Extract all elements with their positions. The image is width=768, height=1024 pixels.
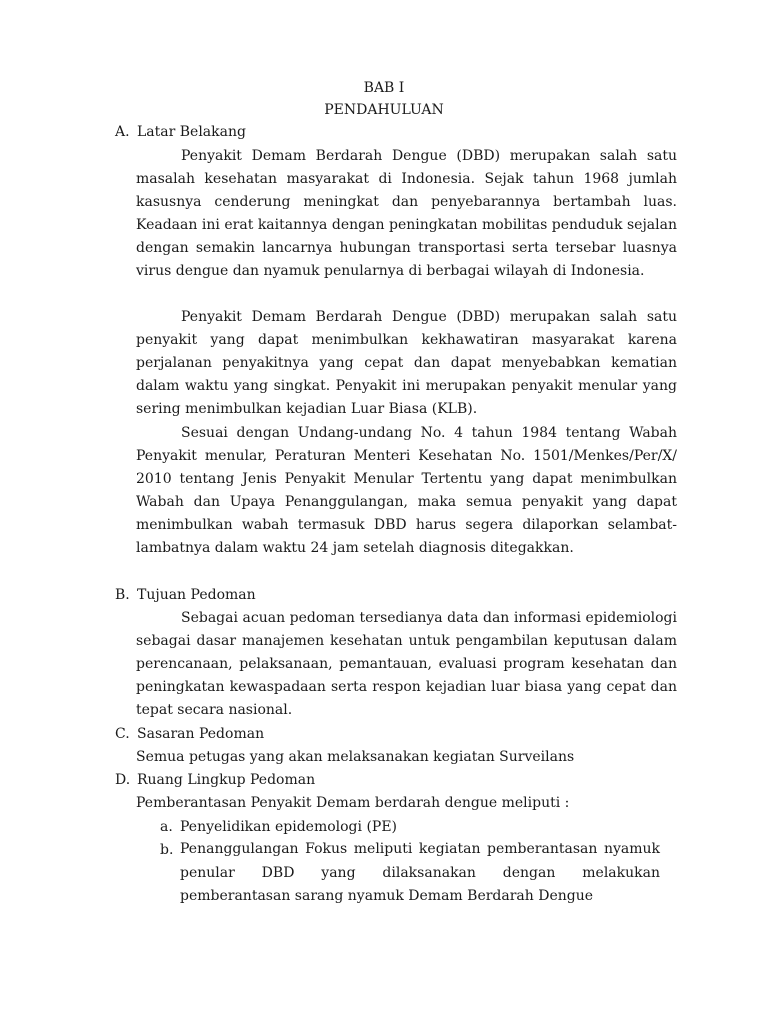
section-d-text: Pemberantasan Penyakit Demam berdarah dengue meliputi :: [136, 795, 570, 811]
list-item-a-letter: a.: [160, 819, 173, 835]
chapter-title: PENDAHULUAN: [324, 102, 444, 118]
section-d-heading: [115, 770, 315, 790]
section-a-title: Latar Belakang: [137, 124, 246, 140]
section-c-letter: C.: [115, 726, 130, 742]
section-b-heading: [115, 585, 256, 605]
section-c-text: Semua petugas yang akan melaksanakan kegiatan Surveilans: [136, 749, 575, 765]
list-item-b-letter-wrap: [160, 840, 180, 860]
section-c-title: Sasaran Pedoman: [137, 726, 265, 742]
section-b-paragraph-1: Sebagai acuan pedoman tersedianya data dan informasi epidemiologi sebagai dasar manajemen kesehatan untuk pengambilan keputusan dalam perencanaan, pelaksanaan, pemantauan, evaluasi program kesehatan dan peningkatan kewaspadaan serta respon kejadian luar biasa yang cepat dan tepat secara nasional.: [136, 610, 677, 719]
chapter-number: BAB I: [363, 80, 405, 96]
section-a-paragraph-2: Penyakit Demam Berdarah Dengue (DBD) merupakan salah satu penyakit yang dapat menimbulkan kekhawatiran masyarakat karena perjalanan penyakitnya yang cepat dan dapat menyebabkan kematian dalam waktu yang singkat. Penyakit ini merupakan penyakit menular yang sering menimbulkan kejadian Luar Biasa (KLB).: [136, 309, 677, 418]
section-a-paragraph-3: Sesuai dengan Undang-undang No. 4 tahun 1984 tentang Wabah Penyakit menular, Peraturan Menteri Kesehatan No. 1501/Menkes/Per/X/ 2010 tentang Jenis Penyakit Menular Tertentu yang dapat menimbulkan Wabah dan Upaya Penanggulangan, maka semua penyakit yang dapat menimbulkan wabah termasuk DBD harus segera dilaporkan selambat-lambatnya dalam waktu 24 jam setelah diagnosis ditegakkan.: [136, 425, 677, 557]
list-item-b-letter: b.: [160, 842, 174, 858]
list-item-b-text: Penanggulangan Fokus meliputi kegiatan pemberantasan nyamuk penular DBD yang dilaksanakan dengan melakukan pemberantasan sarang nyamuk Demam Berdarah Dengue: [180, 841, 660, 904]
section-a-paragraph-1: Penyakit Demam Berdarah Dengue (DBD) merupakan salah satu masalah kesehatan masyarakat di Indonesia. Sejak tahun 1968 jumlah kasusnya cenderung meningkat dan penyebarannya bertambah luas. Keadaan ini erat kaitannya dengan peningkatan mobilitas penduduk sejalan dengan semakin lancarnya hubungan transportasi serta tersebar luasnya virus dengue dan nyamuk penularnya di berbagai wilayah di Indonesia.: [136, 148, 677, 280]
list-item-a: [160, 817, 397, 837]
section-a-letter: A.: [115, 124, 130, 140]
list-item-a-text: Penyelidikan epidemologi (PE): [180, 819, 398, 835]
section-a-heading: [115, 122, 246, 142]
section-d-title: Ruang Lingkup Pedoman: [137, 772, 316, 788]
section-c-heading: [115, 724, 264, 744]
section-b-letter: B.: [115, 587, 130, 603]
section-b-title: Tujuan Pedoman: [137, 587, 256, 603]
section-d-letter: D.: [115, 772, 131, 788]
